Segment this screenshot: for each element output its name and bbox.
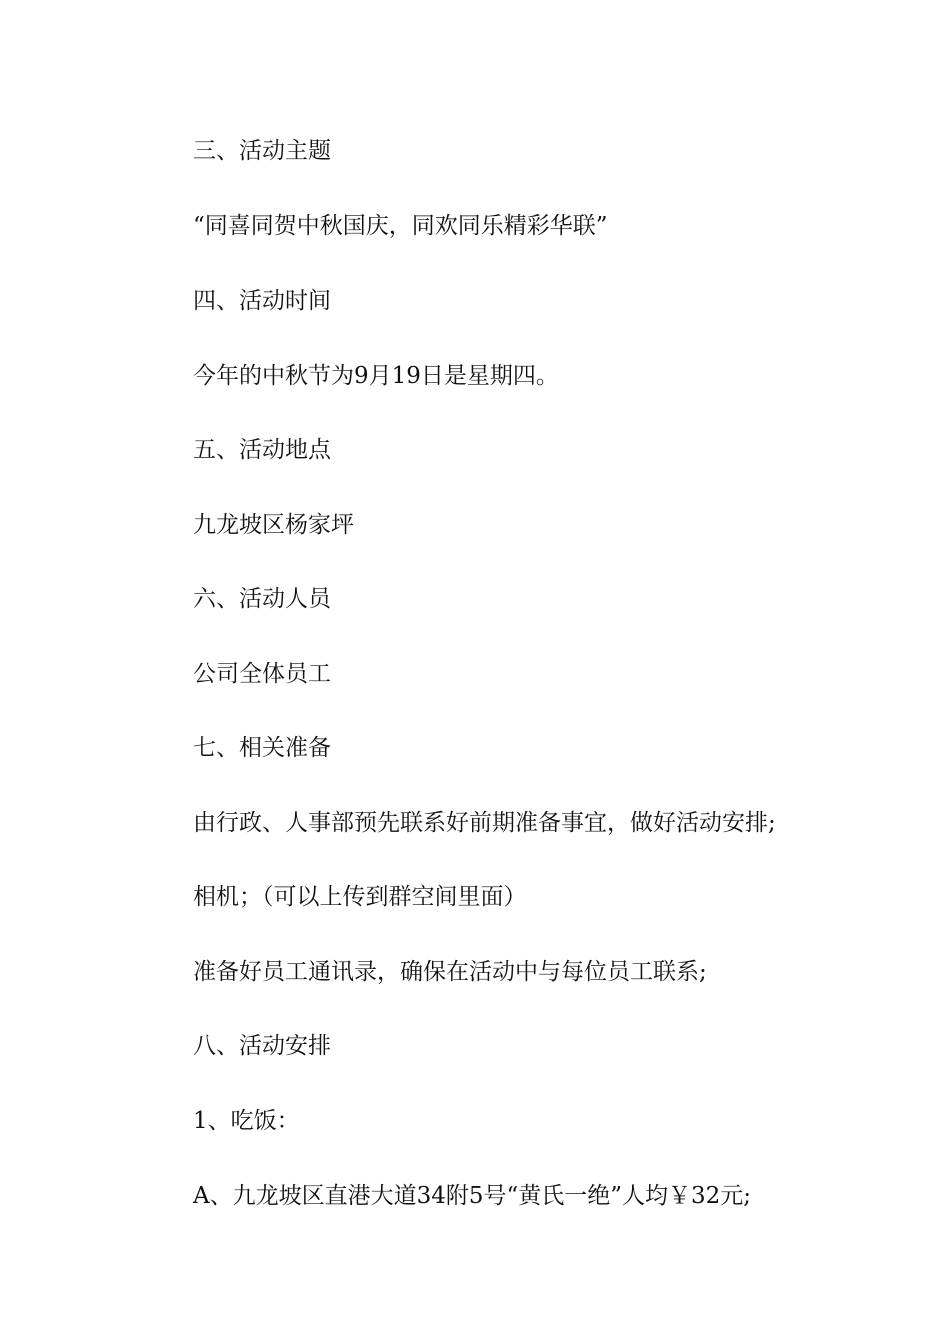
section-heading-theme: 三、活动主题	[193, 138, 331, 164]
section-heading-time: 四、活动时间	[193, 288, 331, 314]
preparation-item-3: 准备好员工通讯录，确保在活动中与每位员工联系;	[193, 959, 707, 985]
section-heading-location: 五、活动地点	[193, 437, 331, 463]
preparation-item-1: 由行政、人事部预先联系好前期准备事宜，做好活动安排;	[193, 810, 776, 836]
participants-text: 公司全体员工	[193, 661, 331, 687]
schedule-meal-option-a: A、九龙坡区直港大道34附5号“黄氏一绝”人均￥32元;	[193, 1183, 752, 1209]
section-heading-schedule: 八、活动安排	[193, 1033, 331, 1059]
preparation-item-2: 相机；（可以上传到群空间里面）	[193, 884, 527, 910]
section-heading-participants: 六、活动人员	[193, 586, 331, 612]
location-text: 九龙坡区杨家坪	[193, 512, 354, 538]
time-text: 今年的中秋节为9月19日是星期四。	[193, 363, 559, 389]
schedule-item-meal: 1、吃饭：	[193, 1108, 300, 1134]
section-heading-preparation: 七、相关准备	[193, 735, 331, 761]
theme-slogan: “同喜同贺中秋国庆，同欢同乐精彩华联”	[193, 213, 608, 239]
